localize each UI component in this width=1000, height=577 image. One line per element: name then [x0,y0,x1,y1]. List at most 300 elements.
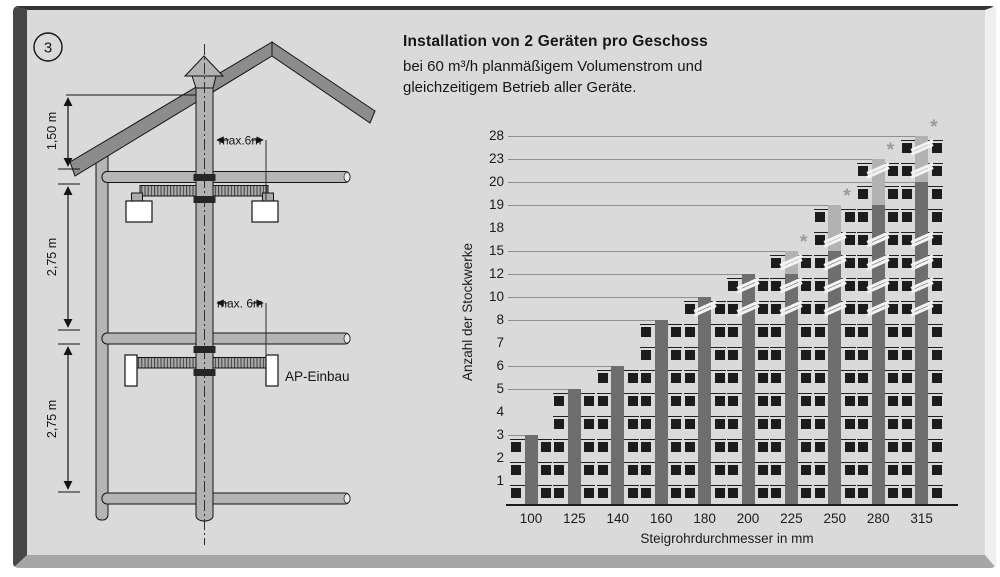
branch-connector [623,485,639,486]
device-square [598,396,608,406]
roof-left-slope [70,42,272,176]
dim-label-upper-floor: 2,75 m [45,237,59,277]
device-square [554,419,564,429]
device-square [815,396,825,406]
floor-slab [102,493,350,504]
branch-connector [883,439,899,440]
branch-connector [796,324,812,325]
branch-connector [883,462,899,463]
device-square [858,350,868,360]
device-square [685,373,695,383]
branch-connector [753,416,769,417]
break-mark [910,142,934,154]
device-square [858,465,868,475]
device-square [641,442,651,452]
device-square [888,327,898,337]
device-square [715,465,725,475]
device-square [902,488,912,498]
break-mark [910,257,934,269]
device-square [845,373,855,383]
device-square [932,396,942,406]
device-square [628,419,638,429]
branch-connector [710,462,726,463]
y-tick-label: 3 [496,427,504,442]
device-square [902,373,912,383]
device-square [902,212,912,222]
device-square [801,465,811,475]
y-tick-label: 7 [496,335,504,350]
break-mark [693,303,717,315]
branch-connector [883,324,899,325]
branch-connector [753,462,769,463]
break-mark [910,234,934,246]
break-mark [823,280,847,292]
bar [568,389,581,504]
device-square [758,488,768,498]
max-run-label-upper: max.6m [218,133,262,148]
roof-right-slope [272,42,375,123]
y-tick-label: 15 [488,243,504,258]
branch-connector [883,393,899,394]
bar [655,320,668,504]
x-tick-label: 140 [606,511,630,526]
asterisk-marker: * [799,232,808,253]
device-square [715,327,725,337]
device-square [715,488,725,498]
device-square [771,465,781,475]
branch-connector [840,416,856,417]
pipe-coupling [194,346,216,353]
branch-connector [579,439,595,440]
device-square [728,396,738,406]
device-square [641,373,651,383]
device-square [888,212,898,222]
device-square [858,442,868,452]
slab-end-cap [344,494,350,503]
device-square [815,327,825,337]
device-square [641,488,651,498]
branch-connector [536,485,552,486]
branch-connector [927,485,943,486]
device-square [771,350,781,360]
device-square [888,350,898,360]
ceiling-slab-1 [102,172,350,183]
branch-connector [840,209,856,210]
branch-connector [927,186,943,187]
device-square [758,442,768,452]
branch-connector [796,439,812,440]
floor-gridline [508,182,915,183]
bar [611,366,624,504]
y-tick-label: 12 [488,266,504,281]
branch-connector [796,370,812,371]
figure-title: Installation von 2 Geräten pro Geschoss [403,33,708,50]
y-axis-title: Anzahl der Stockwerke [460,242,475,382]
break-mark [779,303,803,315]
device-square [902,327,912,337]
branch-connector [883,416,899,417]
device-square [715,419,725,429]
branch-connector [623,370,639,371]
branch-connector [927,462,943,463]
break-mark [866,165,890,177]
device-square [541,442,551,452]
bar [872,205,885,504]
device-square [628,396,638,406]
device-square [771,373,781,383]
device-square [728,327,738,337]
branch-connector [710,485,726,486]
figure-header [403,33,708,98]
branch-connector [666,370,682,371]
device-square [584,442,594,452]
branch-pipe-lower-right [213,358,266,369]
device-square [685,396,695,406]
dim-label-lower-floor: 2,75 m [45,399,59,439]
branch-connector [796,416,812,417]
break-mark [866,234,890,246]
device-square [858,189,868,199]
device-square [671,419,681,429]
branch-pipe-lower-left [137,358,196,369]
device-square [685,465,695,475]
device-square [932,212,942,222]
device-square [932,488,942,498]
device-square [598,419,608,429]
device-square [511,488,521,498]
device-square [845,488,855,498]
device-square [932,373,942,383]
device-square [858,373,868,383]
device-square [858,327,868,337]
device-square [728,350,738,360]
branch-connector [579,393,595,394]
device-square [888,373,898,383]
device-square [685,419,695,429]
device-square [554,465,564,475]
y-tick-label: 28 [488,128,504,143]
floor-gridline [508,320,655,321]
branch-connector [883,485,899,486]
device-square [932,419,942,429]
break-mark [866,257,890,269]
device-square [758,419,768,429]
device-square [758,465,768,475]
branch-connector [840,485,856,486]
device-square [845,212,855,222]
vent-device-upper-left [126,201,152,222]
slab-end-cap [344,334,350,343]
device-square [685,442,695,452]
device-square [815,465,825,475]
device-square [554,488,564,498]
branch-connector [796,347,812,348]
device-square [858,488,868,498]
y-tick-label: 5 [496,381,504,396]
device-square [641,419,651,429]
device-square [715,442,725,452]
branch-corrugation [140,186,196,197]
house-diagram [0,0,430,577]
branch-connector [883,370,899,371]
device-square [628,465,638,475]
device-square [715,350,725,360]
floor-gridline [508,274,742,275]
y-tick-label: 8 [496,312,504,327]
y-tick-label: 20 [488,174,504,189]
device-square [815,419,825,429]
branch-connector [840,439,856,440]
x-tick-label: 315 [910,511,933,526]
device-square [902,419,912,429]
device-square [728,442,738,452]
figure-number: 3 [43,39,53,57]
device-square [598,442,608,452]
riser-pipe [196,86,213,521]
device-square [671,327,681,337]
asterisk-marker: * [843,186,851,207]
device-square [554,396,564,406]
break-mark [779,280,803,292]
device-square [932,442,942,452]
branch-connector [710,347,726,348]
device-square [845,327,855,337]
device-square [671,442,681,452]
device-square [932,189,942,199]
device-square [758,396,768,406]
device-square [728,488,738,498]
device-square [801,488,811,498]
floor-gridline [508,366,611,367]
x-tick-label: 225 [780,511,803,526]
device-square [685,327,695,337]
device-square [801,350,811,360]
x-tick-label: 160 [649,511,673,526]
break-mark [736,280,760,292]
device-square [628,488,638,498]
device-square [902,465,912,475]
branch-connector [796,485,812,486]
asterisk-marker: * [886,140,895,161]
device-square [888,488,898,498]
device-square [801,442,811,452]
device-square [845,419,855,429]
device-square [801,396,811,406]
device-square [845,465,855,475]
vent-device-upper-right [252,201,278,222]
branch-connector [710,416,726,417]
floor-gridline [508,389,568,390]
device-square [598,465,608,475]
device-square [541,465,551,475]
x-tick-label: 100 [519,511,543,526]
device-square [758,373,768,383]
bar [698,297,711,504]
branch-connector [666,347,682,348]
break-mark [910,303,934,315]
device-square [671,373,681,383]
break-mark [910,280,934,292]
branch-connector [710,439,726,440]
branch-connector [753,347,769,348]
device-square [671,350,681,360]
branch-connector [666,485,682,486]
device-square [554,442,564,452]
branch-connector [927,370,943,371]
y-tick-label: 1 [496,473,504,488]
device-square [932,327,942,337]
break-mark [823,257,847,269]
branch-connector [927,416,943,417]
device-square [815,442,825,452]
branch-connector [927,347,943,348]
device-square [771,419,781,429]
device-square [728,465,738,475]
break-mark [866,303,890,315]
device-square [598,373,608,383]
branch-connector [753,370,769,371]
device-square [728,419,738,429]
branch-connector [840,347,856,348]
device-square [685,350,695,360]
break-mark [910,165,934,177]
branch-connector [579,462,595,463]
x-tick-label: 180 [693,511,716,526]
device-square [888,465,898,475]
max-run-label-lower: max. 6m [216,296,264,311]
y-tick-label: 2 [496,450,504,465]
device-square [845,396,855,406]
ap-device-right [266,355,278,386]
branch-connector [579,416,595,417]
break-mark [823,303,847,315]
branch-pipe-upper-right [213,186,268,197]
branch-connector [623,393,639,394]
x-tick-label: 125 [563,511,586,526]
bar [525,435,538,504]
device-square [888,442,898,452]
device-square [845,442,855,452]
pipe-coupling [194,174,216,181]
device-square [845,350,855,360]
y-tick-label: 10 [488,289,504,304]
figure-subtitle-line1: bei 60 m³/h planmäßigem Volumenstrom und [403,58,703,75]
branch-connector [883,186,899,187]
dim-label-roof: 1,50 m [45,111,59,151]
device-square [641,396,651,406]
device-square [858,419,868,429]
floor-gridline [508,136,915,137]
branch-connector [710,324,726,325]
branch-connector [883,209,899,210]
device-square [685,488,695,498]
break-mark [823,234,847,246]
device-square [671,488,681,498]
branch-connector [883,347,899,348]
device-square [801,419,811,429]
device-square [815,373,825,383]
branch-connector [927,439,943,440]
device-square [584,396,594,406]
branch-connector [753,485,769,486]
device-square [888,419,898,429]
break-mark [779,257,803,269]
branch-connector [536,439,552,440]
floor-gridline [508,297,698,298]
branch-connector [666,416,682,417]
branch-connector [666,462,682,463]
device-square [902,442,912,452]
y-tick-label: 23 [488,151,504,166]
slab-end-cap [344,172,350,181]
device-square [932,465,942,475]
device-square [888,189,898,199]
branch-connector [840,370,856,371]
device-square [641,465,651,475]
device-square [815,488,825,498]
branch-connector [753,439,769,440]
branch-connector [753,393,769,394]
device-square [641,350,651,360]
branch-connector [927,324,943,325]
branch-connector [579,485,595,486]
device-square [771,327,781,337]
figure-subtitle-line2: gleichzeitigem Betrieb aller Geräte. [403,79,637,96]
ap-einbau-label: AP-Einbau [285,369,350,384]
device-square [902,350,912,360]
floor-gridline [508,435,525,436]
branch-connector [840,393,856,394]
ceiling-slab-2 [102,333,350,344]
branch-connector [666,393,682,394]
branch-connector [623,439,639,440]
branch-connector [623,416,639,417]
branch-connector [666,439,682,440]
device-square [858,212,868,222]
device-square [771,396,781,406]
branch-connector [927,393,943,394]
device-square [888,396,898,406]
device-square [715,396,725,406]
x-tick-label: 280 [866,511,890,526]
x-axis-line [506,504,958,506]
device-square [671,465,681,475]
branch-connector [927,209,943,210]
stockwerke-chart [460,117,995,570]
device-square [758,327,768,337]
device-square [598,488,608,498]
device-square [801,327,811,337]
device-square [584,419,594,429]
y-tick-label: 6 [496,358,504,373]
branch-connector [536,462,552,463]
bar [915,182,928,504]
device-square [541,488,551,498]
x-axis-title: Steigrohrdurchmesser in mm [640,531,814,546]
device-square [728,373,738,383]
device-square [671,396,681,406]
pipe-coupling [194,369,216,376]
asterisk-marker: * [930,117,938,138]
floor-gridline [508,251,785,252]
break-mark [866,280,890,292]
branch-connector [753,324,769,325]
floor-gridline [508,205,828,206]
branch-connector [840,324,856,325]
pipe-coupling [194,196,216,203]
device-square [801,373,811,383]
device-square [902,396,912,406]
